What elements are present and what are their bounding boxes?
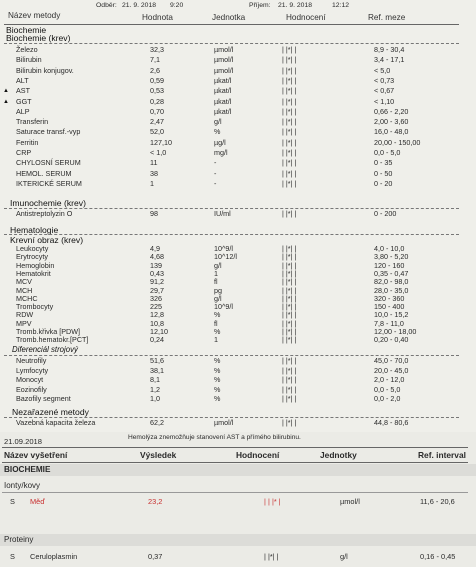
result-name: Vazebná kapacita železa — [16, 418, 96, 427]
section-nezarazene: Nezařazené metody — [12, 407, 89, 417]
row-ceru-value: 0,37 — [148, 552, 163, 561]
prijem-time: 12:12 — [332, 2, 350, 9]
result-name: HEMOL. SERUM — [16, 168, 72, 178]
result-name: Bilirubin — [16, 55, 42, 65]
result-name: ALP — [16, 106, 30, 116]
result-unit: g/l — [214, 293, 222, 303]
result-name: Antistreptolyzin O — [16, 209, 73, 218]
row-med-ref: 11,6 - 20,6 — [420, 497, 455, 506]
result-ref: 20,00 - 150,00 — [374, 137, 421, 147]
result-name: CHYLOSNÍ SERUM — [16, 158, 81, 168]
result-ref: 0,20 - 0,40 — [374, 335, 409, 345]
result-flag: ▲ — [3, 98, 9, 105]
result-name: Neutrofily — [16, 356, 47, 365]
result-ref: < 5,0 — [374, 65, 391, 75]
result-name: Hemoglobin — [16, 260, 55, 270]
lower-header-eval: Hodnocení — [236, 450, 280, 460]
result-unit: 1 — [214, 335, 218, 345]
result-ref: 2,00 - 3,60 — [374, 117, 409, 127]
result-unit: % — [214, 394, 221, 404]
result-eval: | |*| | — [282, 127, 297, 137]
lower-date: 21.09.2018 — [4, 437, 43, 446]
row-med-value: 23,2 — [148, 497, 163, 506]
biochemie-band — [0, 464, 476, 476]
result-name: MCHC — [16, 293, 38, 303]
result-ref: 44,8 - 80,6 — [374, 418, 409, 427]
result-value: 62,2 — [150, 418, 164, 427]
row-med-name: Měď — [30, 497, 45, 506]
result-eval: | |*| | — [282, 418, 297, 427]
result-eval: | |*| | — [282, 260, 297, 270]
result-name: Leukocyty — [16, 244, 49, 253]
result-value: 2,6 — [150, 65, 160, 75]
result-eval: | |*| | — [282, 375, 297, 385]
result-value: 225 — [150, 302, 162, 312]
row-ceru-unit: g/l — [340, 552, 348, 561]
result-unit: % — [214, 356, 221, 365]
result-value: 1,0 — [150, 394, 160, 404]
section-hemato: Hematologie — [10, 225, 59, 235]
lower-header-unit: Jednotky — [320, 450, 357, 460]
result-value: 7,1 — [150, 55, 160, 65]
result-value: 38,1 — [150, 365, 164, 375]
lower-sub-proteiny: Proteiny — [4, 535, 34, 544]
result-unit: % — [214, 310, 221, 320]
row-ceru-s: S — [10, 552, 15, 561]
section-imuno: Imunochemie (krev) — [10, 198, 86, 208]
row-ceru-eval: | |*| | — [264, 552, 279, 561]
result-eval: | |*| | — [282, 65, 297, 75]
result-value: 0,43 — [150, 268, 164, 278]
section-biochemie: Biochemie — [6, 25, 47, 35]
result-eval: | |*| | — [282, 285, 297, 295]
result-eval: | |*| | — [282, 252, 297, 262]
result-value: 12,10 — [150, 327, 168, 336]
lower-rule-3 — [2, 492, 468, 493]
result-ref: 150 - 400 — [374, 302, 405, 312]
result-eval: | |*| | — [282, 356, 297, 365]
result-unit: 1 — [214, 268, 218, 278]
result-unit: % — [214, 327, 221, 336]
result-unit: 10^12/l — [214, 252, 237, 262]
lower-sub-ionty: Ionty/kovy — [4, 481, 41, 490]
result-flag: ▲ — [3, 88, 9, 95]
result-ref: 20,0 - 45,0 — [374, 365, 409, 375]
result-eval: | |*| | — [282, 137, 297, 147]
result-ref: 3,4 - 17,1 — [374, 55, 405, 65]
result-ref: 120 - 160 — [374, 260, 405, 270]
result-value: 8,1 — [150, 375, 160, 385]
result-ref: 0,0 - 2,0 — [374, 394, 401, 404]
result-unit: g/l — [214, 117, 222, 127]
result-value: 4,9 — [150, 244, 160, 253]
result-unit: - — [214, 168, 217, 178]
result-unit: pg — [214, 285, 222, 295]
result-name: Hematokrit — [16, 268, 51, 278]
header-unit: Jednotka — [212, 13, 246, 22]
result-value: 0,59 — [150, 75, 164, 85]
result-name: ALT — [16, 75, 29, 85]
row-ceru-ref: 0,16 - 0,45 — [420, 552, 456, 561]
result-unit: - — [214, 178, 217, 188]
row-med-unit: µmol/l — [340, 497, 360, 506]
result-value: 0,53 — [150, 86, 164, 96]
result-name: Erytrocyty — [16, 252, 48, 262]
odber-label: Odběr: — [96, 2, 117, 9]
result-name: MCH — [16, 285, 33, 295]
result-ref: 28,0 - 35,0 — [374, 285, 409, 295]
result-value: 0,24 — [150, 335, 164, 345]
result-ref: 0,35 - 0,47 — [374, 268, 409, 278]
result-ref: 0 - 200 — [374, 209, 397, 218]
result-unit: µkat/l — [214, 106, 232, 116]
result-unit: 10^9/l — [214, 244, 233, 253]
result-ref: 0,0 - 5,0 — [374, 384, 401, 394]
result-unit: µmol/l — [214, 55, 234, 65]
result-name: Bazofily segment — [16, 394, 71, 404]
row-ceru-name: Ceruloplasmin — [30, 552, 78, 561]
result-value: 1,2 — [150, 384, 160, 394]
result-name: Lymfocyty — [16, 365, 49, 375]
result-ref: 12,00 - 18,00 — [374, 327, 417, 336]
result-eval: | |*| | — [282, 209, 297, 218]
result-unit: µmol/l — [214, 45, 234, 54]
result-value: 139 — [150, 260, 162, 270]
result-unit: µkat/l — [214, 75, 232, 85]
result-unit: fl — [214, 318, 218, 328]
result-name: RDW — [16, 310, 34, 320]
result-value: 2,47 — [150, 117, 164, 127]
result-value: 32,3 — [150, 45, 164, 54]
result-value: 51,6 — [150, 356, 164, 365]
row-med-eval: | | |* | — [264, 497, 281, 506]
result-eval: | |*| | — [282, 244, 297, 253]
result-unit: % — [214, 365, 221, 375]
result-eval: | |*| | — [282, 318, 297, 328]
result-eval: | |*| | — [282, 117, 297, 127]
result-value: 52,0 — [150, 127, 164, 137]
result-value: 4,68 — [150, 252, 164, 262]
result-unit: mg/l — [214, 148, 228, 157]
result-eval: | |*| | — [282, 327, 297, 336]
result-ref: 82,0 - 98,0 — [374, 277, 409, 287]
result-name: AST — [16, 86, 30, 96]
result-name: Železo — [16, 45, 38, 54]
result-name: GGT — [16, 96, 32, 106]
prijem-date: 21. 9. 2018 — [278, 2, 313, 9]
result-eval: | |*| | — [282, 96, 297, 106]
result-ref: < 0,67 — [374, 86, 395, 96]
lower-rule-2 — [2, 462, 468, 463]
result-eval: | |*| | — [282, 106, 297, 116]
result-name: Monocyt — [16, 375, 44, 385]
result-name: CRP — [16, 148, 32, 157]
result-eval: | |*| | — [282, 394, 297, 404]
result-value: 38 — [150, 168, 158, 178]
result-eval: | |*| | — [282, 178, 297, 188]
result-eval: | |*| | — [282, 277, 297, 287]
result-ref: 0 - 20 — [374, 178, 393, 188]
lower-rule-1 — [2, 447, 468, 448]
result-eval: | |*| | — [282, 75, 297, 85]
result-unit: - — [214, 158, 217, 168]
result-eval: | |*| | — [282, 86, 297, 96]
result-eval: | |*| | — [282, 310, 297, 320]
result-eval: | |*| | — [282, 384, 297, 394]
result-name: Bilirubin konjugov. — [16, 65, 74, 75]
hemolysis-note: Hemolýza znemožňuje stanovení AST a přímého bilirubinu. — [128, 434, 301, 441]
result-unit: fl — [214, 277, 218, 287]
result-ref: 3,80 - 5,20 — [374, 252, 409, 262]
result-ref: 320 - 360 — [374, 293, 405, 303]
result-unit: % — [214, 127, 221, 137]
result-unit: g/l — [214, 260, 222, 270]
header-eval: Hodnocení — [286, 13, 326, 22]
section-diferencial: Diferenciál strojový — [12, 345, 78, 354]
row-med-s: S — [10, 497, 15, 506]
result-name: Transferin — [16, 117, 49, 127]
result-ref: 4,0 - 10,0 — [374, 244, 405, 253]
odber-date: 21. 9. 2018 — [122, 2, 157, 9]
header-name: Název metody — [8, 11, 61, 20]
result-eval: | |*| | — [282, 268, 297, 278]
section-rule — [4, 43, 459, 44]
result-ref: < 1,10 — [374, 96, 395, 106]
result-eval: | |*| | — [282, 302, 297, 312]
result-value: 1 — [150, 178, 154, 188]
header-value: Hodnota — [142, 13, 173, 22]
result-eval: | |*| | — [282, 148, 297, 157]
result-value: 10,8 — [150, 318, 164, 328]
result-unit: IU/ml — [214, 209, 231, 218]
result-value: 29,7 — [150, 285, 164, 295]
result-ref: 45,0 - 70,0 — [374, 356, 409, 365]
lower-section-biochemie: BIOCHEMIE — [4, 465, 51, 474]
lower-header-ref: Ref. interval — [418, 450, 466, 460]
result-eval: | |*| | — [282, 45, 297, 54]
result-value: 11 — [150, 158, 158, 168]
result-name: Tromb.křivka [PDW] — [16, 327, 81, 336]
result-ref: 16,0 - 48,0 — [374, 127, 409, 137]
result-name: Ferritin — [16, 137, 39, 147]
result-ref: 0 - 35 — [374, 158, 393, 168]
result-unit: µkat/l — [214, 86, 232, 96]
result-eval: | |*| | — [282, 365, 297, 375]
result-ref: 10,0 - 15,2 — [374, 310, 409, 320]
result-ref: 0,0 - 5,0 — [374, 148, 401, 157]
result-ref: 0,66 - 2,20 — [374, 106, 409, 116]
result-ref: 7,8 - 11,0 — [374, 318, 404, 328]
header-ref: Ref. meze — [368, 13, 406, 22]
result-name: MPV — [16, 318, 32, 328]
result-eval: | |*| | — [282, 168, 297, 178]
result-value: 0,28 — [150, 96, 164, 106]
result-ref: < 0,73 — [374, 75, 395, 85]
result-value: 127,10 — [150, 137, 172, 147]
proteiny-band — [0, 534, 476, 546]
result-value: 98 — [150, 209, 158, 218]
result-unit: µg/l — [214, 137, 226, 147]
odber-time: 9:20 — [170, 2, 184, 9]
result-name: Trombocyty — [16, 302, 54, 312]
result-name: Eozinofily — [16, 384, 47, 394]
result-ref: 2,0 - 12,0 — [374, 375, 405, 385]
result-eval: | |*| | — [282, 158, 297, 168]
section-krevni: Krevní obraz (krev) — [10, 235, 84, 245]
lower-header-result: Výsledek — [140, 450, 177, 460]
result-value: 91,2 — [150, 277, 164, 287]
result-name: Tromb.hematokr.[PCT] — [16, 335, 89, 345]
result-name: IKTERICKÉ SERUM — [16, 178, 82, 188]
result-ref: 0 - 50 — [374, 168, 393, 178]
result-value: < 1,0 — [150, 148, 167, 157]
result-value: 326 — [150, 293, 162, 303]
result-eval: | |*| | — [282, 293, 297, 303]
result-unit: % — [214, 384, 221, 394]
result-eval: | |*| | — [282, 55, 297, 65]
result-unit: µmol/l — [214, 418, 234, 427]
result-name: MCV — [16, 277, 32, 287]
result-eval: | |*| | — [282, 335, 297, 345]
result-name: Saturace transf.-vyp — [16, 127, 81, 137]
lower-header-name: Název vyšetření — [4, 450, 68, 460]
result-unit: 10^9/l — [214, 302, 233, 312]
result-unit: µmol/l — [214, 65, 234, 75]
result-unit: % — [214, 375, 221, 385]
section-biochemie-krev: Biochemie (krev) — [6, 33, 71, 43]
result-value: 12,8 — [150, 310, 164, 320]
result-ref: 8,9 - 30,4 — [374, 45, 405, 54]
header-rule — [4, 24, 459, 25]
result-value: 0,70 — [150, 106, 164, 116]
result-unit: µkat/l — [214, 96, 232, 106]
prijem-label: Příjem: — [249, 2, 271, 9]
